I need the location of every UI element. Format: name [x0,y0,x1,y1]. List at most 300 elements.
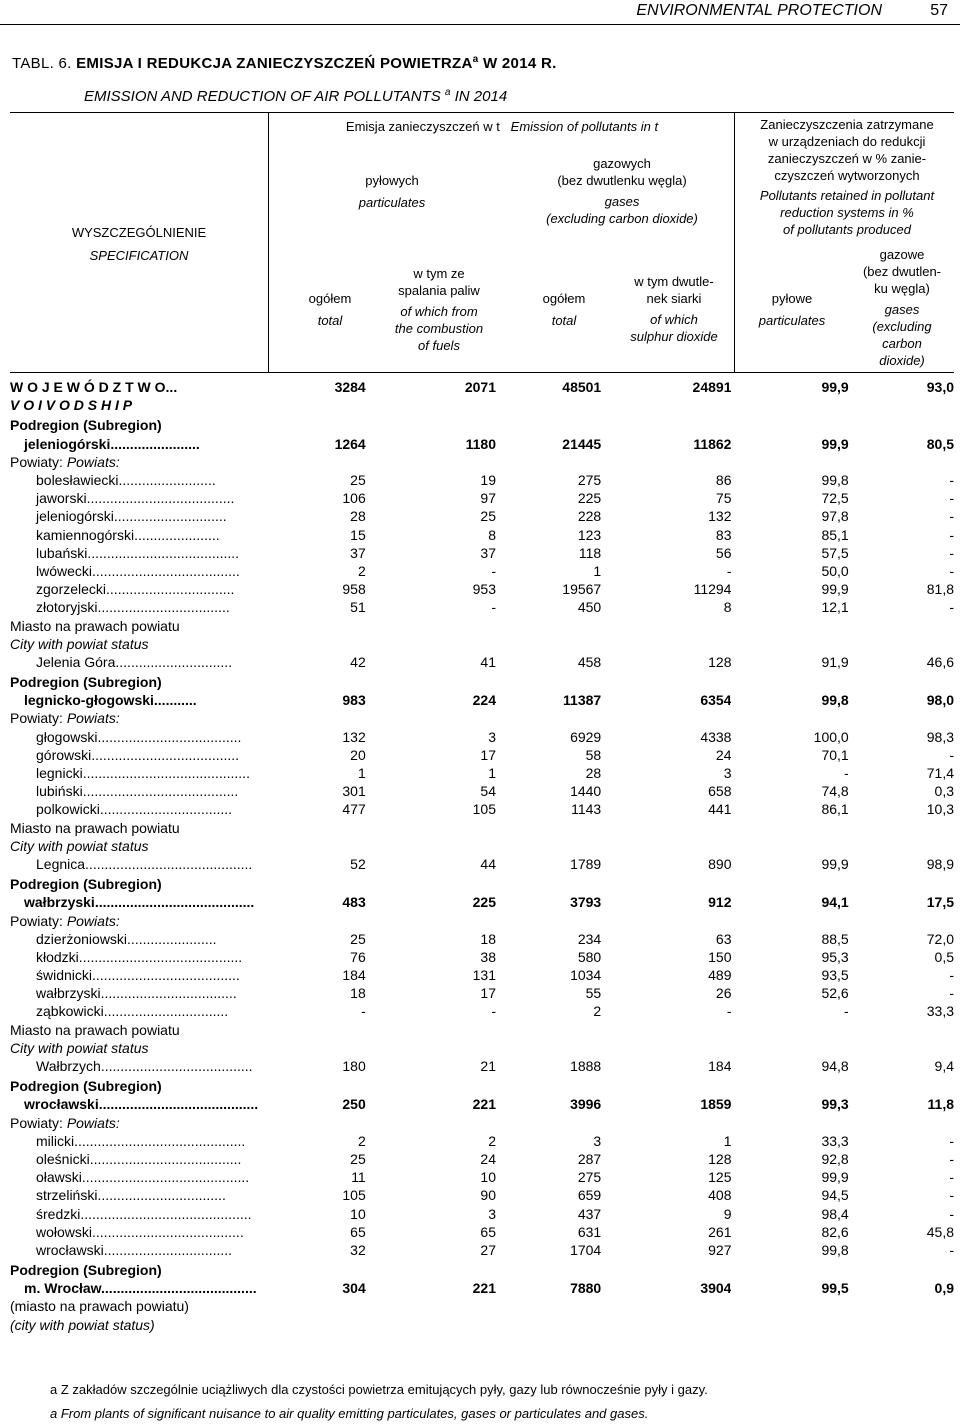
table-cell: 80,5 [926,435,954,452]
table-cell: 458 [577,653,602,670]
table-row [10,746,954,764]
row-label-text: lwówecki [36,562,93,579]
table-cell: 99,5 [821,1280,849,1297]
table-cell: 28 [350,508,366,525]
table-cell: 83 [715,526,732,543]
table-cell: 118 [578,544,602,561]
data-table [10,378,954,1334]
table-row [10,893,954,911]
table-cell: 99,8 [821,1241,849,1258]
row-label-text: Podregion (Subregion) [10,417,162,434]
row-label [10,837,954,855]
row-label [10,691,263,709]
table-cell: 92,8 [821,1150,849,1167]
header-rule [0,24,960,25]
table-label-row [10,873,954,893]
row-leader-dots: ............................................ [74,1132,246,1149]
table-cell: 10,3 [926,801,954,818]
table-cell: - [949,1241,954,1258]
table-row [10,489,954,507]
table-cell: 10 [350,1205,366,1222]
table-cell: 1 [357,765,366,782]
table-cell: 1789 [570,855,602,872]
header-particulates: pyłowych particulates [358,173,426,210]
table-cell: 32 [350,1241,366,1258]
col-divider-retained [734,112,735,372]
row-label [10,526,263,544]
table-cell: 1859 [700,1096,732,1113]
table-cell: 99,9 [821,435,849,452]
table-cell: 24 [480,1150,496,1167]
table-cell: 98,4 [821,1205,849,1222]
table-cell: 0,3 [934,783,954,800]
table-cell: 56 [715,544,732,561]
row-label-text: Podregion (Subregion) [10,1262,162,1279]
table-cell: 99,9 [821,581,849,598]
row-leader-dots: ........................................... [81,1169,250,1186]
row-label-text: zgorzelecki [36,581,107,598]
table-row [10,728,954,746]
table-cell: 25 [480,508,496,525]
table-cell: 11294 [693,581,732,598]
row-label-text: Podregion (Subregion) [10,674,162,691]
row-leader-dots: ................................ [103,1003,229,1020]
table-cell: - [491,562,496,579]
table-cell: 37 [480,544,496,561]
table-cell: 93,0 [926,379,954,396]
table-cell: 1704 [570,1241,602,1258]
table-cell: 17 [480,985,496,1002]
table-row [10,507,954,525]
table-cell: 18 [480,930,496,947]
table-cell: 1888 [570,1058,602,1075]
row-label [10,544,263,562]
row-label [10,598,263,616]
table-cell: - [949,1205,954,1222]
table-cell: 41 [480,653,496,670]
table-cell: 57,5 [821,544,849,561]
table-cell: 7880 [570,1280,602,1297]
header-specification: WYSZCZEGÓLNIENIE SPECIFICATION [71,225,207,263]
row-label [10,764,263,782]
table-top-rule [10,112,954,113]
table-cell: 221 [472,1096,496,1113]
row-label-text: strzeliński [36,1187,98,1204]
table-cell: 51 [350,599,366,616]
table-cell: 98,9 [926,855,954,872]
table-cell: 95,3 [821,948,849,965]
table-row [10,1002,954,1020]
row-label [10,396,954,414]
table-cell: 65 [480,1223,496,1240]
table-cell: 46,6 [926,653,954,670]
row-label [10,562,263,580]
table-cell: 25 [350,472,366,489]
row-label [10,1223,263,1241]
row-label-text: oławski [36,1169,82,1186]
row-label [10,580,263,598]
row-label-text: wrocławski [24,1096,99,1113]
table-cell: 408 [708,1187,732,1204]
footnote-en: a From plants of significant nuisance to air quality emitting particulates, gases or particulates and gases. [50,1406,649,1421]
table-cell: 483 [342,894,366,911]
table-cell: - [949,526,954,543]
table-cell: 98,3 [926,728,954,745]
table-cell: 953 [472,581,496,598]
table-cell: 42 [350,653,366,670]
row-label [10,1132,263,1150]
table-cell: 2 [593,1003,602,1020]
table-cell: 2071 [464,379,496,396]
table-cell: 6929 [570,728,602,745]
row-label-text: (city with powiat status) [10,1316,155,1333]
row-leader-dots: ... [165,379,178,396]
table-cell: 17,5 [926,894,954,911]
table-cell: - [726,1003,732,1020]
table-cell: 221 [472,1280,496,1297]
table-cell: 81,8 [926,581,954,598]
table-row [10,580,954,598]
row-label-text: legnicko-głogowski [24,692,154,709]
table-cell: 3 [488,728,496,745]
row-label-text: złotoryjski [36,599,98,616]
row-label [10,1021,954,1039]
table-cell: 11 [351,1169,366,1186]
table-cell: 91,9 [821,653,849,670]
table-label-row [10,1297,954,1315]
table-cell: 184 [708,1058,732,1075]
table-cell: 24891 [692,379,732,396]
row-label-text: City with powiat status [10,1039,149,1056]
table-cell: 983 [342,692,366,709]
table-cell: 86,1 [821,801,849,818]
table-cell: 72,0 [926,930,954,947]
table-row [10,1204,954,1222]
table-cell: 11,8 [927,1096,954,1113]
row-leader-dots: ....................... [127,930,217,947]
table-cell: 44 [480,855,496,872]
table-cell: 50,0 [821,562,849,579]
row-label [10,453,954,471]
table-cell: 99,9 [821,379,849,396]
table-cell: 3996 [570,1096,602,1113]
table-cell: 927 [708,1241,732,1258]
data-table-body [10,378,954,1334]
table-cell: 580 [577,948,602,965]
row-label [10,653,263,671]
row-label-text: Wałbrzych [36,1058,101,1075]
row-label [10,1186,263,1204]
footnote-pl: a Z zakładów szczególnie uciążliwych dla czystości powietrza emitujących pyły, gazy lub równocześnie pyły i gazy. [50,1382,708,1397]
row-label [10,1204,263,1222]
table-cell: 37 [350,544,366,561]
table-cell: 86 [715,472,732,489]
table-cell: 74,8 [821,783,849,800]
table-cell: 25 [350,1150,366,1167]
table-row [10,1168,954,1186]
row-label-text: City with powiat status [10,635,149,652]
row-label-text: Miasto na prawach powiatu [10,1021,180,1038]
table-label-row [10,1114,954,1132]
table-label-row [10,635,954,653]
row-label [10,1075,954,1095]
table-row [10,1186,954,1204]
header-part-total: ogółem total [308,291,352,328]
table-header-bottom-rule [10,372,954,373]
table-cell: 1143 [571,801,602,818]
table-cell: 3284 [334,379,366,396]
row-label-text: oleśnicki [36,1150,90,1167]
running-header [0,0,960,28]
table-row [10,966,954,984]
table-cell: 1034 [570,967,602,984]
table-cell: 99,9 [821,1169,849,1186]
table-cell: - [491,599,496,616]
table-cell: 1440 [570,783,602,800]
row-label-text: wołowski [36,1223,93,1240]
table-cell: 21 [480,1058,496,1075]
table-cell: 97,8 [821,508,849,525]
table-cell: 15 [350,526,366,543]
table-cell: - [949,1169,954,1186]
table-cell: 105 [342,1187,366,1204]
row-label [10,930,263,948]
row-label [10,1095,263,1113]
row-label-text: wrocławski [36,1241,104,1258]
table-cell: 228 [577,508,602,525]
table-cell: 58 [585,746,602,763]
row-label [10,709,954,727]
row-label-text: legnicki [36,765,83,782]
table-cell: 2 [357,562,366,579]
table-cell: 54 [480,783,496,800]
table-cell: 93,5 [821,967,849,984]
table-cell: 3 [593,1132,602,1149]
row-label [10,800,263,818]
row-leader-dots: ........................................ [101,1280,257,1297]
row-label-text: Miasto na prawach powiatu [10,819,180,836]
row-label [10,948,263,966]
row-label-text: Powiaty: Powiats: [10,710,120,727]
table-cell: 88,5 [821,930,849,947]
table-cell: 1180 [465,435,496,452]
table-cell: 275 [577,1169,602,1186]
table-row [10,1057,954,1075]
row-label [10,435,263,453]
table-cell: 132 [342,728,366,745]
table-title-pl: TABL. 6. EMISJA I REDUKCJA ZANIECZYSZCZEŃ POWIETRZA$^a$ W 2014 R. [12,54,557,72]
table-cell: 3 [488,1205,496,1222]
row-label-text: (miasto na prawach powiatu) [10,1298,189,1315]
row-leader-dots: ...................................... [92,562,240,579]
row-leader-dots: ................................. [106,581,235,598]
row-label-text: dzierżoniowski [36,930,128,947]
table-cell: 301 [342,783,366,800]
table-row [10,930,954,948]
table-row [10,653,954,671]
row-label-text: Jelenia Góra [36,653,116,670]
table-cell: 2 [488,1132,496,1149]
row-label [10,1297,954,1315]
row-label-text: milicki [36,1132,75,1149]
row-label [10,378,263,396]
row-label-text: bolesławiecki [36,472,119,489]
row-label-text: jaworski [36,490,87,507]
table-cell: 26 [715,985,732,1002]
table-cell: 261 [708,1223,732,1240]
table-cell: 17 [480,746,496,763]
table-row [10,782,954,800]
row-label [10,1316,954,1334]
table-cell: 224 [472,692,496,709]
row-leader-dots: ............................. [113,508,227,525]
table-cell: 1264 [334,435,366,452]
table-cell: 55 [585,985,602,1002]
row-label-text: Podregion (Subregion) [10,876,162,893]
table-cell: 28 [585,765,602,782]
page-number: 57 [930,2,948,19]
table-row [10,800,954,818]
row-leader-dots: ........................................ [82,783,239,800]
header-ret-gases: gazowe (bez dwutlen- ku węgla) gases (excluding carbon dioxide) [862,247,942,368]
table-cell: 304 [342,1280,366,1297]
table-row [10,764,954,782]
table-cell: 20 [350,746,366,763]
row-label [10,966,263,984]
table-label-row [10,1259,954,1279]
row-leader-dots: ......................................... [98,1096,259,1113]
table-label-row [10,396,954,414]
table-cell: 0,9 [934,1280,954,1297]
table-cell: 225 [472,894,496,911]
table-label-row [10,709,954,727]
row-leader-dots: .......................................... [78,948,243,965]
row-leader-dots: ................................. [97,1187,226,1204]
row-label-text: kłodzki [36,948,79,965]
row-label [10,855,263,873]
table-cell: 52 [350,855,366,872]
table-row [10,948,954,966]
table-cell: 6354 [700,692,732,709]
header-gas-so2: w tym dwutle- nek siarki of which sulphur dioxide [630,274,718,344]
table-row [10,1241,954,1259]
row-label [10,1114,954,1132]
row-label [10,489,263,507]
table-cell: 2 [357,1132,366,1149]
row-label-text: górowski [36,746,92,763]
row-label [10,507,263,525]
table-cell: 9 [723,1205,732,1222]
table-cell: - [949,1150,954,1167]
table-cell: - [949,967,954,984]
table-cell: 12,1 [821,599,849,616]
table-cell: 99,9 [821,855,849,872]
table-cell: 52,6 [821,985,849,1002]
table-cell: - [949,599,954,616]
table-cell: 1 [723,1132,732,1149]
row-label-text: lubiński [36,783,83,800]
table-cell: 63 [715,930,732,947]
table-label-row [10,1316,954,1334]
row-label [10,671,954,691]
table-cell: 450 [577,599,602,616]
table-cell: 65 [350,1223,366,1240]
table-cell: 912 [708,894,732,911]
row-label-text: City with powiat status [10,837,149,854]
table-cell: 132 [708,508,732,525]
row-label [10,414,954,434]
table-row [10,855,954,873]
row-label [10,746,263,764]
table-cell: 76 [350,948,366,965]
row-label-text: Powiaty: Powiats: [10,453,120,470]
table-row [10,471,954,489]
row-label [10,782,263,800]
row-label-text: wałbrzyski [36,985,101,1002]
table-cell: 94,5 [821,1187,849,1204]
row-label-text: m. Wrocław [24,1280,102,1297]
row-label [10,893,263,911]
table-cell: 75 [715,490,732,507]
table-cell: 131 [472,967,496,984]
row-label [10,616,954,634]
table-cell: 33,3 [821,1132,849,1149]
row-label [10,1002,263,1020]
header-gases: gazowych (bez dwutlenku węgla) gases (excluding carbon dioxide) [546,156,698,226]
table-cell: 659 [577,1187,602,1204]
table-cell: 25 [350,930,366,947]
table-cell: 3793 [570,894,602,911]
table-cell: - [726,562,732,579]
row-label [10,911,954,929]
row-leader-dots: ........... [153,692,197,709]
table-cell: - [949,472,954,489]
table-cell: 234 [577,930,602,947]
row-leader-dots: .............................. [115,653,233,670]
row-leader-dots: .................................. [97,599,230,616]
table-cell: - [949,562,954,579]
table-cell: 105 [472,801,496,818]
row-leader-dots: ...................................... [86,490,235,507]
row-label [10,728,263,746]
header-retained: Zanieczyszczenia zatrzymane w urządzeniach do redukcji zanieczyszczeń w % zanie- czyszczeń wytworzonych Pollutants retained in pollutant reduction systems in % of pollutants produced [759,117,935,237]
row-label-text: Podregion (Subregion) [10,1078,162,1095]
row-leader-dots: ......................................... [94,894,255,911]
row-leader-dots: ........................................... [82,765,250,782]
table-cell: - [949,1187,954,1204]
table-cell: - [491,1003,496,1020]
table-cell: - [844,1003,849,1020]
table-cell: 27 [480,1241,496,1258]
table-title-en: EMISSION AND REDUCTION OF AIR POLLUTANTS $^a$ IN 2014 [84,87,508,105]
row-leader-dots: ............................................ [80,1205,252,1222]
table-cell: - [949,490,954,507]
table-cell: - [949,544,954,561]
table-label-row [10,671,954,691]
table-cell: 18 [350,985,366,1002]
table-label-row [10,1075,954,1095]
table-cell: 128 [708,1150,732,1167]
row-leader-dots: ...................................... [91,746,240,763]
row-leader-dots: ...................... [134,526,220,543]
table-cell: 48501 [562,379,602,396]
row-label-text: głogowski [36,728,98,745]
table-cell: 287 [577,1150,602,1167]
table-cell: 90 [480,1187,496,1204]
table-cell: 128 [708,653,732,670]
row-label-text: polkowicki [36,801,100,818]
table-cell: 150 [708,948,732,965]
